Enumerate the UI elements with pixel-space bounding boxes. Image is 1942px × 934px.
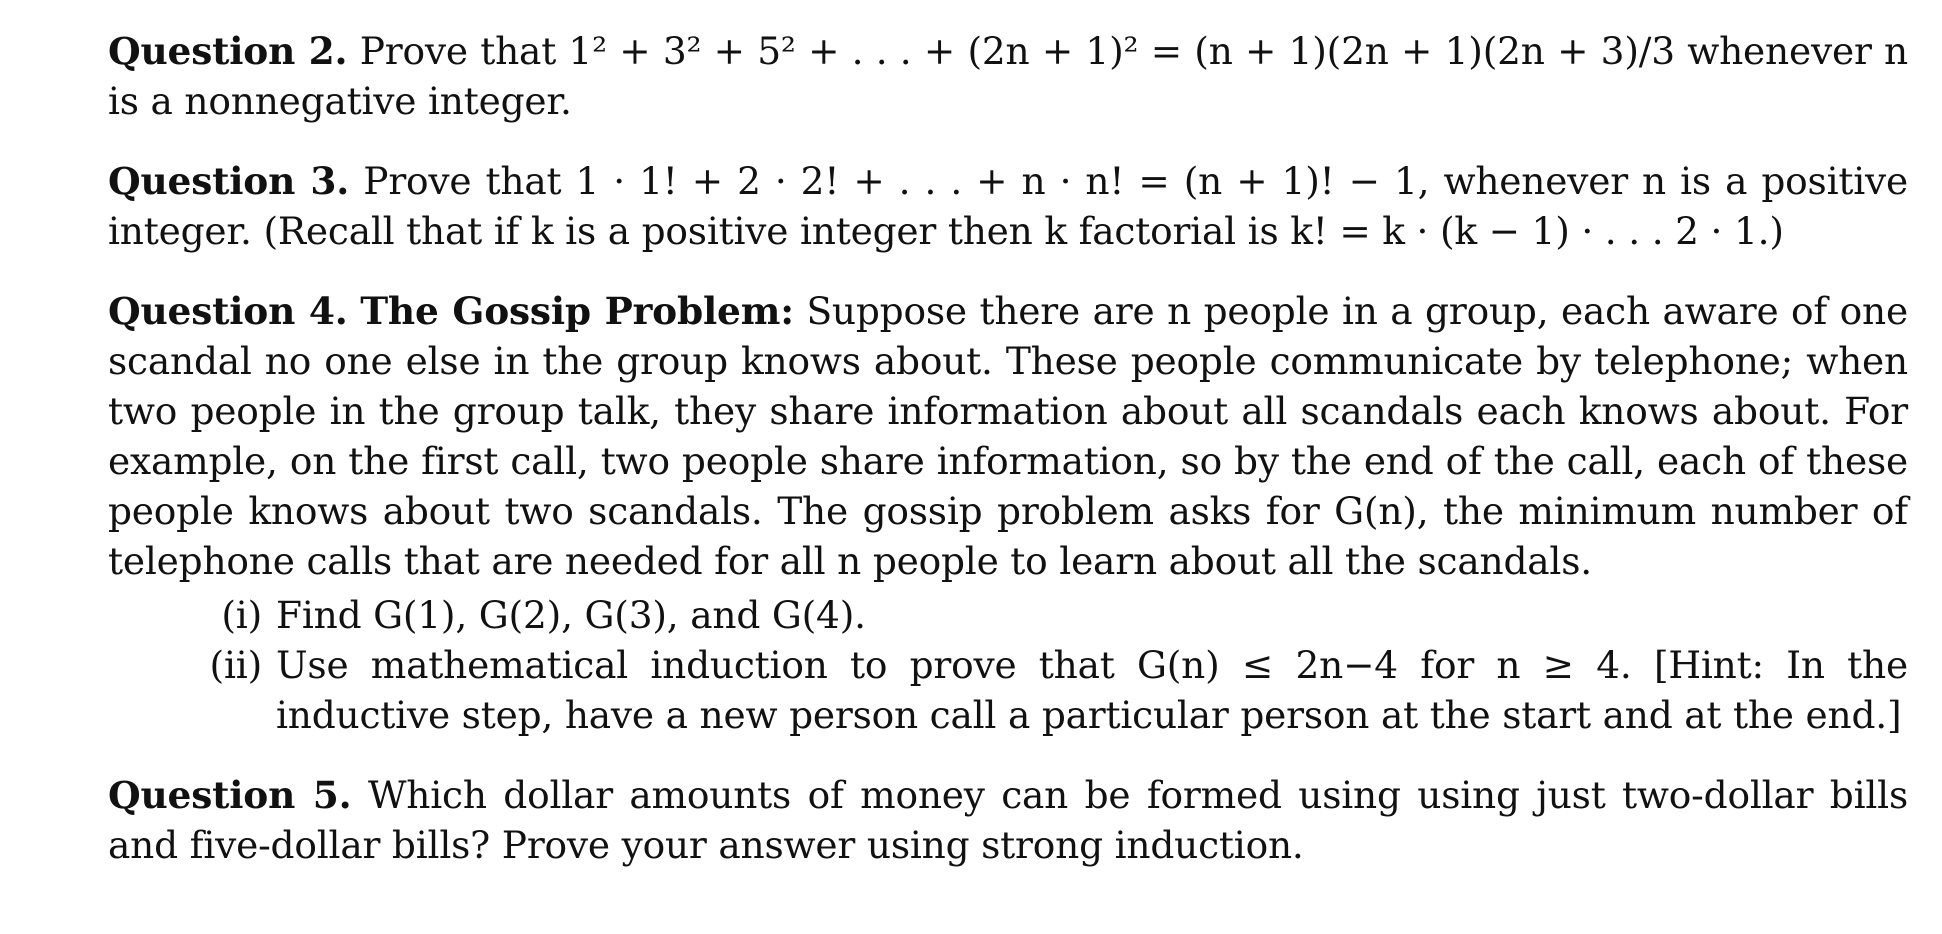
question-5-text: Which dollar amounts of money can be formed using using just two-dollar bills and five-dollar bills? Prove your answer using strong induction.: [108, 773, 1908, 867]
question-2-label: Question 2.: [108, 29, 348, 73]
question-4-label: Question 4.: [108, 289, 348, 333]
question-4-text: Suppose there are n people in a group, each aware of one scandal no one else in the group knows about. These people communicate by telephone; when two people in the group talk, they share information about all scandals each knows about. For example, on the first call, two people share information, so by the end of the call, each of these people knows about two scandals. The gossip problem asks for G(n), the minimum number of telephone calls that are needed for all n people to learn about all the scandals.: [108, 289, 1908, 583]
question-4-body: [108, 286, 1908, 586]
part-ii-text: Use mathematical induction to prove that G(n) ≤ 2n−4 for n ≥ 4. [Hint: In the inductive step, have a new person call a particular person at the start and at the end.]: [276, 643, 1908, 737]
question-4-topic: The Gossip Problem:: [360, 289, 794, 333]
question-3: [108, 156, 1908, 256]
question-2-text: Prove that 1² + 3² + 5² + . . . + (2n + 1)² = (n + 1)(2n + 1)(2n + 3)/3 whenever n is a nonnegative integer.: [108, 29, 1909, 123]
question-4-part-i: [108, 590, 1908, 640]
question-3-label: Question 3.: [108, 159, 350, 203]
part-i-text: Find G(1), G(2), G(3), and G(4).: [276, 593, 866, 637]
question-3-text: Prove that 1 · 1! + 2 · 2! + . . . + n · n! = (n + 1)! − 1, whenever n is a positive integer. (Recall that if k is a positive integer then k factorial is k! = k · (k − 1) · . . . 2 · 1.): [108, 159, 1909, 253]
part-ii-number: (ii): [209, 643, 262, 687]
document-page: [108, 26, 1908, 870]
question-5: [108, 770, 1908, 870]
question-4: [108, 286, 1908, 740]
question-4-part-ii: [108, 640, 1908, 740]
question-4-parts: [108, 590, 1908, 740]
part-i-number: (i): [221, 593, 262, 637]
question-5-label: Question 5.: [108, 773, 352, 817]
question-2: [108, 26, 1908, 126]
